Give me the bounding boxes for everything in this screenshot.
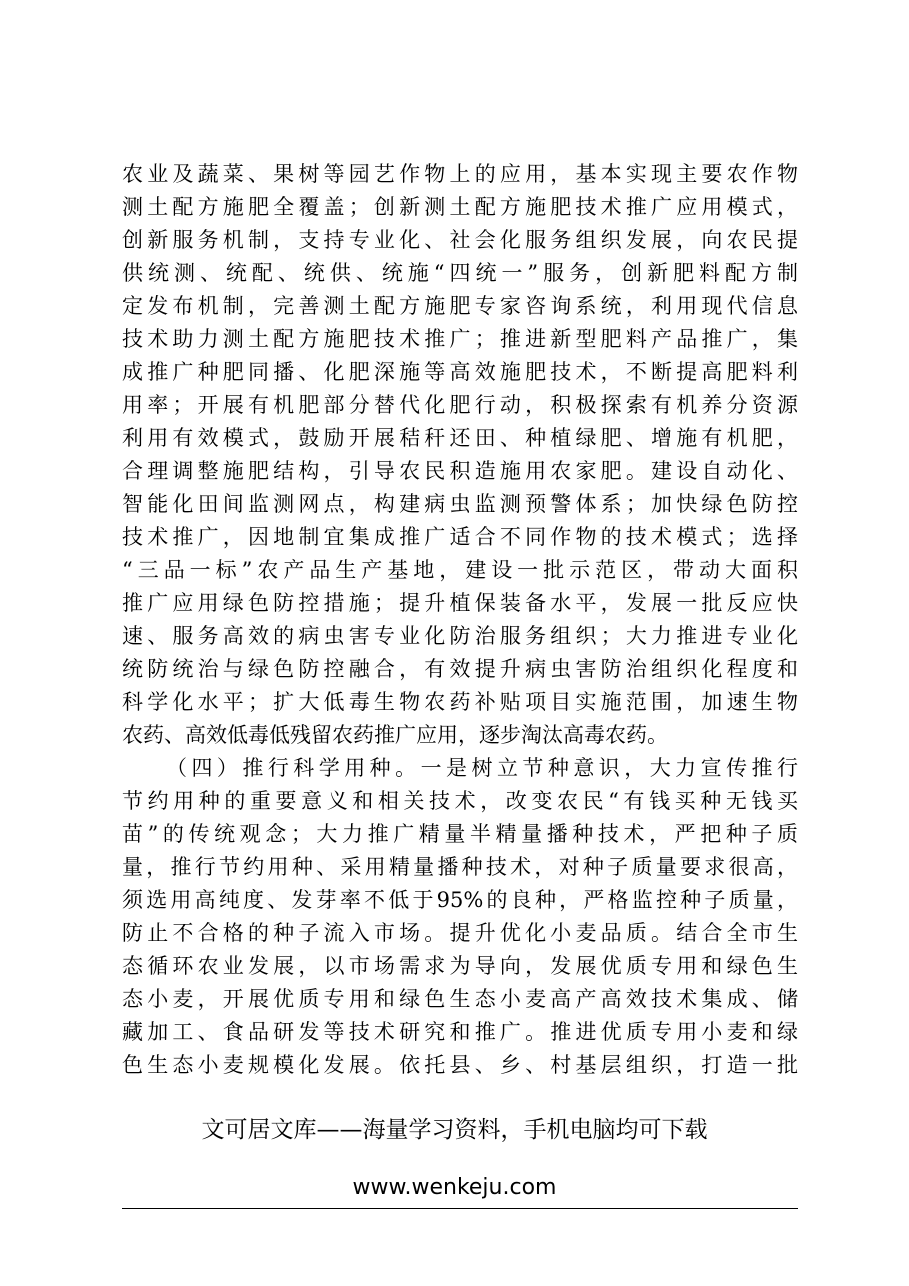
text-line: 创新服务机制，支持专业化、社会化服务组织发展，向农民提 [122,228,798,252]
footer-divider [122,1208,798,1209]
text-line: 藏加工、食品研发等技术研究和推广。推进优质专用小麦和绿 [122,1020,798,1044]
text-line: 态小麦，开展优质专用和绿色生态小麦高产高效技术集成、储 [122,987,798,1011]
text-line: 农业及蔬菜、果树等园艺作物上的应用，基本实现主要农作物 [122,162,798,186]
text-line: 统防统治与绿色防控融合，有效提升病虫害防治组织化程度和 [122,657,798,681]
footer-slogan: 文可居文库——海量学习资料，手机电脑均可下载 [201,1117,708,1143]
text-line: 防止不合格的种子流入市场。提升优化小麦品质。结合全市生 [122,921,798,945]
text-line: 量，推行节约用种、采用精量播种技术，对种子质量要求很高， [122,855,798,879]
text-line: 苗”的传统观念；大力推广精量半精量播种技术，严把种子质 [122,822,798,846]
text-line: 智能化田间监测网点，构建病虫监测预警体系；加快绿色防控 [122,492,798,516]
document-body [122,158,798,1082]
text-line: 态循环农业发展，以市场需求为导向，发展优质专用和绿色生 [122,954,798,978]
text-line: 技术助力测土配方施肥技术推广；推进新型肥料产品推广，集 [122,327,798,351]
text-line: 节约用种的重要意义和相关技术，改变农民“有钱买种无钱买 [122,789,798,813]
text-line: 成推广种肥同播、化肥深施等高效施肥技术，不断提高肥料利 [122,360,798,384]
text-line: 技术推广，因地制宜集成推广适合不同作物的技术模式；选择 [122,525,798,549]
text-line: 合理调整施肥结构，引导农民积造施用农家肥。建设自动化、 [122,459,798,483]
text-line: 供统测、统配、统供、统施“四统一”服务，创新肥料配方制 [122,261,798,285]
section-heading-line: （四）推行科学用种。一是树立节种意识，大力宣传推行 [166,756,798,780]
text-line: 速、服务高效的病虫害专业化防治服务组织；大力推进专业化 [122,624,798,648]
text-line: 测土配方施肥全覆盖；创新测土配方施肥技术推广应用模式， [122,195,798,219]
text-line: “三品一标”农产品生产基地，建设一批示范区，带动大面积 [122,558,798,582]
text-line: 利用有效模式，鼓励开展秸秆还田、种植绿肥、增施有机肥， [122,426,798,450]
footer-url-link[interactable]: www.wenkeju.com [352,1175,557,1200]
text-line: 色生态小麦规模化发展。依托县、乡、村基层组织，打造一批 [122,1053,798,1077]
text-line: 农药、高效低毒低残留农药推广应用，逐步淘汰高毒农药。 [122,723,668,747]
text-line: 科学化水平；扩大低毒生物农药补贴项目实施范围，加速生物 [122,690,798,714]
text-line: 推广应用绿色防控措施；提升植保装备水平，发展一批反应快 [122,591,798,615]
text-line: 用率；开展有机肥部分替代化肥行动，积极探索有机养分资源 [122,393,798,417]
text-line: 须选用高纯度、发芽率不低于95%的良种，严格监控种子质量， [122,888,798,912]
text-line: 定发布机制，完善测土配方施肥专家咨询系统，利用现代信息 [122,294,798,318]
